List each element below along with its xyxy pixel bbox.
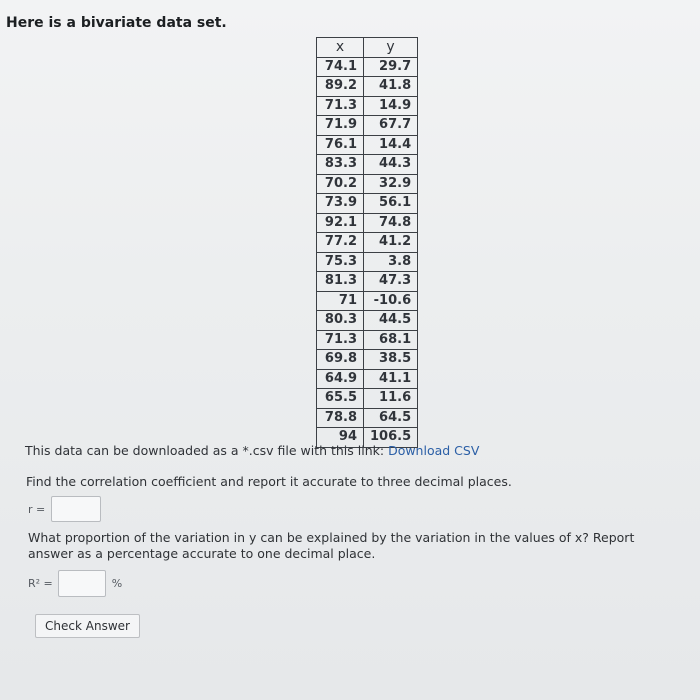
cell-x: 71 <box>317 291 364 311</box>
cell-y: 68.1 <box>364 330 418 350</box>
cell-x: 80.3 <box>317 311 364 331</box>
cell-x: 64.9 <box>317 369 364 389</box>
cell-y: 44.5 <box>364 311 418 331</box>
cell-y: 64.5 <box>364 408 418 428</box>
r2-label: R² = <box>28 577 53 590</box>
cell-y: 56.1 <box>364 194 418 214</box>
r-input[interactable] <box>51 496 101 522</box>
table-row <box>317 135 418 155</box>
cell-x: 76.1 <box>317 135 364 155</box>
cell-y: 11.6 <box>364 389 418 409</box>
table-row <box>317 350 418 370</box>
table-row <box>317 330 418 350</box>
cell-x: 74.1 <box>317 57 364 77</box>
download-text: This data can be downloaded as a *.csv file with this link: <box>25 443 385 458</box>
r2-answer-row <box>28 570 122 597</box>
table-row <box>317 272 418 292</box>
column-header-y: y <box>364 38 418 58</box>
table-row <box>317 57 418 77</box>
cell-x: 75.3 <box>317 252 364 272</box>
cell-x: 78.8 <box>317 408 364 428</box>
bivariate-data-table <box>316 37 418 448</box>
cell-x: 94 <box>317 428 364 448</box>
cell-y: 106.5 <box>364 428 418 448</box>
cell-y: 14.4 <box>364 135 418 155</box>
cell-x: 73.9 <box>317 194 364 214</box>
cell-y: 67.7 <box>364 116 418 136</box>
table-row <box>317 369 418 389</box>
cell-x: 65.5 <box>317 389 364 409</box>
check-answer-button[interactable]: Check Answer <box>35 614 140 638</box>
table-row <box>317 233 418 253</box>
table-row <box>317 174 418 194</box>
table-row <box>317 408 418 428</box>
table-row <box>317 291 418 311</box>
table-row <box>317 389 418 409</box>
table-row <box>317 116 418 136</box>
cell-y: 41.1 <box>364 369 418 389</box>
cell-x: 81.3 <box>317 272 364 292</box>
cell-y: 41.8 <box>364 77 418 97</box>
cell-y: -10.6 <box>364 291 418 311</box>
cell-y: 3.8 <box>364 252 418 272</box>
table-header-row <box>317 38 418 58</box>
download-csv-link[interactable]: Download CSV <box>388 443 480 458</box>
cell-x: 70.2 <box>317 174 364 194</box>
r2-input[interactable] <box>58 570 106 597</box>
download-info <box>25 443 479 458</box>
cell-y: 29.7 <box>364 57 418 77</box>
column-header-x: x <box>317 38 364 58</box>
cell-x: 89.2 <box>317 77 364 97</box>
cell-y: 47.3 <box>364 272 418 292</box>
cell-x: 92.1 <box>317 213 364 233</box>
table-row <box>317 155 418 175</box>
cell-x: 83.3 <box>317 155 364 175</box>
cell-x: 71.9 <box>317 116 364 136</box>
table-row <box>317 311 418 331</box>
table-row <box>317 96 418 116</box>
cell-y: 41.2 <box>364 233 418 253</box>
intro-text: Here is a bivariate data set. <box>6 15 227 31</box>
cell-x: 77.2 <box>317 233 364 253</box>
question-correlation: Find the correlation coefficient and report it accurate to three decimal places. <box>26 474 512 489</box>
cell-y: 32.9 <box>364 174 418 194</box>
cell-y: 44.3 <box>364 155 418 175</box>
r-answer-row <box>28 496 101 522</box>
table-row <box>317 194 418 214</box>
cell-x: 69.8 <box>317 350 364 370</box>
cell-y: 38.5 <box>364 350 418 370</box>
percent-suffix: % <box>111 577 123 590</box>
cell-y: 14.9 <box>364 96 418 116</box>
cell-y: 74.8 <box>364 213 418 233</box>
question-r-squared: What proportion of the variation in y can be explained by the variation in the values of x? Report answer as a percentage accurate to one decimal place. <box>28 530 635 561</box>
table-row <box>317 213 418 233</box>
table-row <box>317 252 418 272</box>
cell-x: 71.3 <box>317 330 364 350</box>
r-label: r = <box>28 502 46 516</box>
cell-x: 71.3 <box>317 96 364 116</box>
table-row <box>317 77 418 97</box>
